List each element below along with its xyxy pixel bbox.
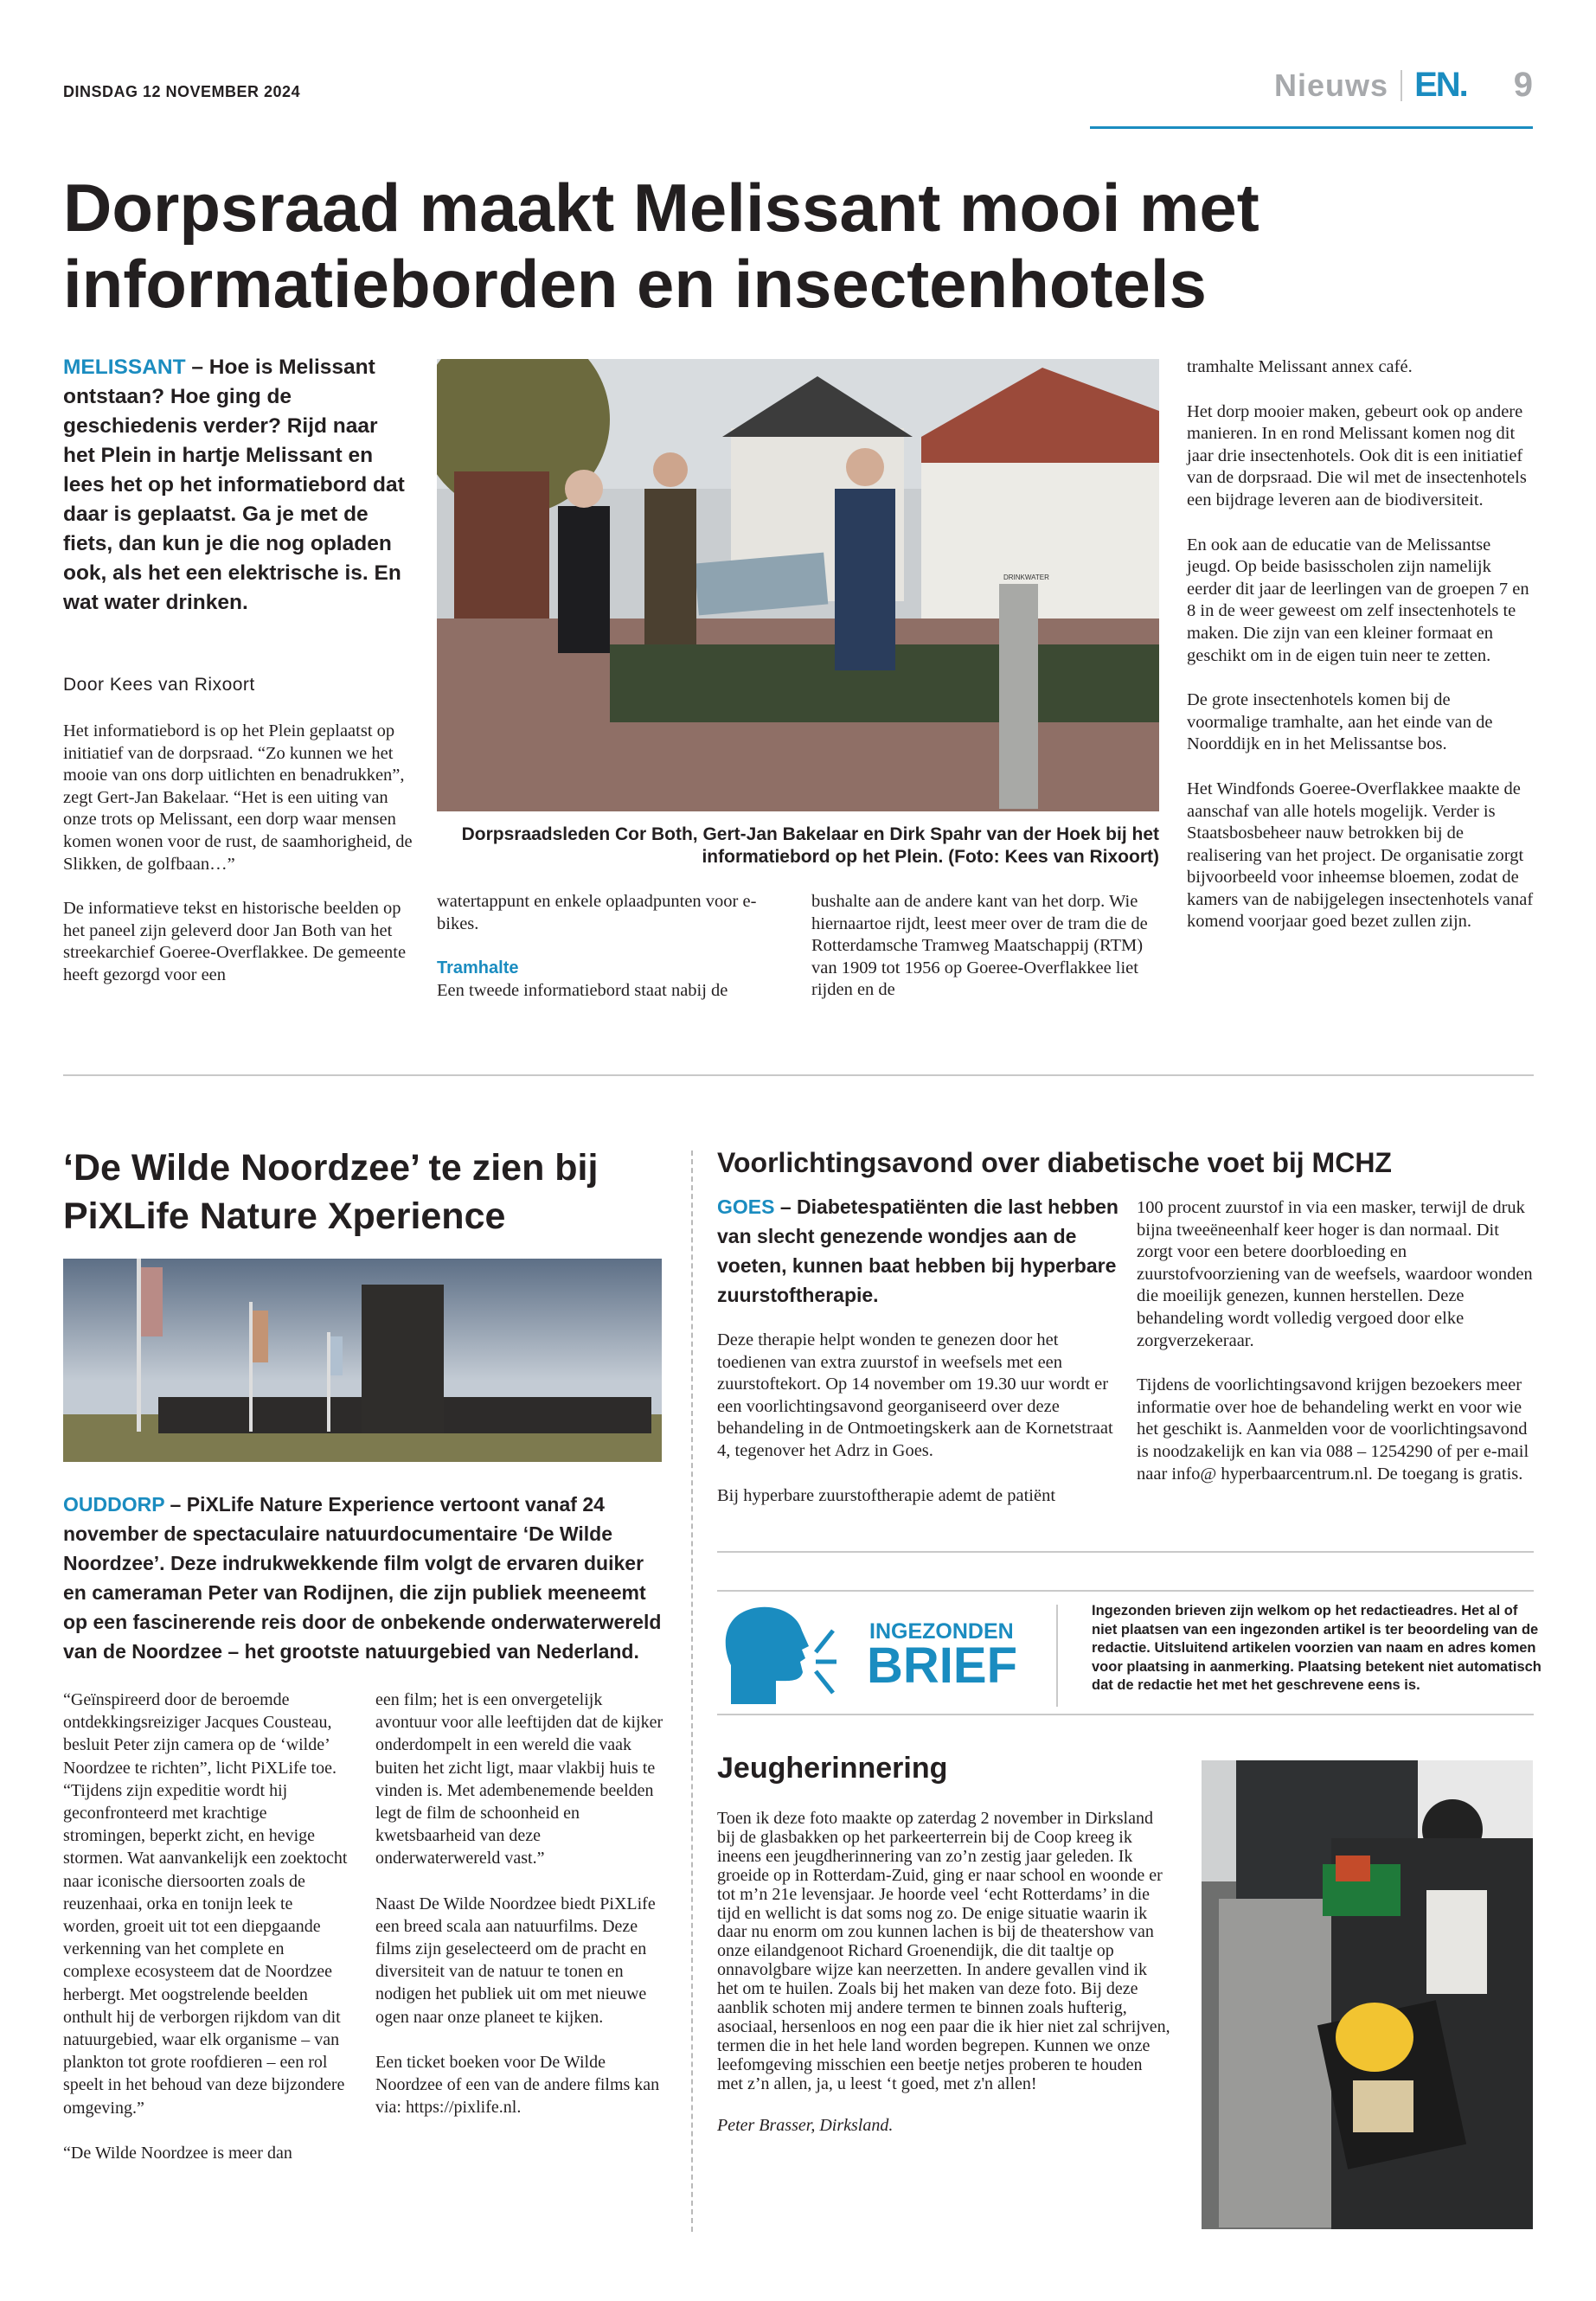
paragraph: De informatieve tekst en historische beelden op het paneel zijn geleverd door Jan Both van het streekarchief Goeree-Overflakkee. De gemeente heeft gezorgd voor een: [63, 899, 407, 984]
paragraph: Het dorp mooier maken, gebeurt ook op andere manieren. In en rond Melissant komen nog dit jaar drie insectenhotels. Ook dit is een initiatief van de dorpsraad. Die wil met de insectenhotels een bijdrage leveren aan de biodiversiteit.: [1187, 401, 1527, 510]
article-column: [811, 891, 1157, 1024]
article-lede: [63, 353, 409, 618]
article-photo-pixlife: [63, 1259, 662, 1462]
photo-village-square: [437, 359, 1159, 811]
brief-notice: Ingezonden brieven zijn welkom op het redactieadres. Het al of niet plaatsen van een ingezonden artikel is ter beoordeling van de redactie. Uitsluitend artikelen voorzien van naam en adres komen voor plaatsing in aanmerking. Plaatsing betekent niet automatisch dat de redactie het met het geschrevene eens is.: [1092, 1603, 1542, 1693]
photo-litter-at-bins: [1202, 1760, 1533, 2229]
issue-date: DINSDAG 12 NOVEMBER 2024: [63, 83, 301, 100]
paragraph: En ook aan de educatie van de Melissantse jeugd. Op beide basisscholen zijn namelijk eerder dit jaar de leerlingen van de groepen 7 en 8 in de weer geweest om zelf insectenhotels te maken. Die zijn van een kleiner formaat en geschikt om in de eigen tuin neer te zetten.: [1187, 535, 1529, 665]
letter-body: [717, 1810, 1171, 2158]
lede-text: – Diabetespatiënten die last hebben van slecht genezende wondjes aan de voeten, kunnen baat hebben bij hyperbare zuurstoftherapie.: [717, 1195, 1118, 1306]
paragraph: Deze therapie helpt wonden te genezen door het toedienen van extra zuurstof in weefsels met een zuurstoftekort. Op 14 november om 19.30 uur wordt er een voorlichtingsavond georganiseerd over deze behandeling in de Ontmoetingskerk aan de Kornetstraat 4, tegenover het Adrz in Goes.: [717, 1330, 1113, 1460]
box-divider: [1056, 1605, 1058, 1707]
article-column: [63, 1689, 349, 2187]
box-rule-top: [717, 1590, 1534, 1592]
paragraph: “De Wilde Noordzee is meer dan: [63, 2143, 292, 2163]
paragraph: bushalte aan de andere kant van het dorp. Wie hiernaartoe rijdt, leest meer over de tram die de Rotterdamsche Tramweg Maatschappij (RTM) van 1909 tot 1956 op Goeree-Overflakkee liet rijden en de: [811, 892, 1148, 1000]
header-rule: [1090, 126, 1533, 129]
lede-text: – Hoe is Melissant ontstaan? Hoe ging de geschiedenis verder? Rijd naar het Plein in hartje Melissant en lees het op het informatiebord dat daar is geplaatst. Ga je met de fiets, dan kun je die nog opladen ook, als het een elektrische is. En wat water drinken.: [63, 356, 405, 614]
article-photo-dorpsraad: [437, 359, 1159, 811]
drinkwater-sign: DRINKWATER: [1003, 574, 1049, 581]
paragraph: 100 procent zuurstof in via een masker, terwijl de druk bijna tweeëneenhalf keer hoger is dan normaal. Dit zorgt voor een betere doorbloeding en zuurstofvoorziening van de weefsels, waardoor wonden die moeilijk genezen, kunnen herstellen. Deze behandeling wordt volledig vergoed door elke zorgverzekeraar.: [1137, 1198, 1533, 1350]
paragraph: Een tweede informatiebord staat nabij de: [437, 980, 728, 1000]
dateline: OUDDORP: [63, 1493, 165, 1516]
paragraph: tramhalte Melissant annex café.: [1187, 357, 1413, 376]
paragraph: Het Windfonds Goeree-Overflakkee maakte de aanschaf van alle hotels mogelijk. Verder is Staatsbosbeheer nauw betrokken bij de realisering van het project. De organisatie zorgt bijvoorbeeld voor inheemse bloemen, zodat de kamers van de nabijgelegen insectenhotels vanaf komend voorjaar goed bezet zullen zijn.: [1187, 779, 1534, 932]
article-headline: ‘De Wilde Noordzee’ te zien bij PiXLife Nature Xperience: [63, 1147, 599, 1237]
brief-label-top: INGEZONDEN: [869, 1619, 1014, 1644]
section-divider: [717, 1551, 1534, 1553]
dateline: MELISSANT: [63, 356, 186, 379]
paragraph: Tijdens de voorlichtingsavond krijgen bezoekers meer informatie over hoe de behandeling werkt en voor wie het geschikt is. Aanmelden voor de voorlichtingsavond is noodzakelijk en kan via 088 – 1254290 of per e-mail naar info@ hyperbaarcentrum.nl. De toegang is gratis.: [1137, 1375, 1529, 1484]
paragraph: Bij hyperbare zuurstoftherapie ademt de patiënt: [717, 1485, 1056, 1505]
paragraph: Het informatiebord is op het Plein geplaatst op initiatief van de dorpsraad. “Zo kunnen we het mooie van ons dorp uitlichten en benadrukken”, zegt Gert-Jan Bakelaar. “Het is een uiting van onze trots op Melissant, een dorp waar mensen komen wonen voor de rust, de saamhorigheid, de Slikken, de golfbaan…”: [63, 721, 413, 874]
article-column: [437, 891, 779, 1024]
paragraph: een film; het is een onvergetelijk avontuur voor alle leeftijden dat de kijker onderdompelt in een wereld die vaak buiten het zicht ligt, maar vlakbij huis te vinden is. Met adembenemende beelden legt de film de schoonheid en kwetsbaarheid van deze onderwaterwereld vast.”: [375, 1690, 663, 1868]
speaking-head-icon: [722, 1605, 852, 1704]
box-rule-bottom: [717, 1714, 1534, 1715]
paragraph: Toen ik deze foto maakte op zaterdag 2 november in Dirksland bij de glasbakken op het parkeerterrein bij de Coop kreeg ik ineens een jeugdherinnering van zo’n zestig jaar geleden. Ik groeide op in Rotterdam-Zuid, ging er naar school en woonde er tot m’n 21e levensjaar. Je hoorde veel ‘echt Rotterdams’ in die tijd en wellicht is dat soms nog zo. De enige situatie waarin ik daar nu enorm om zou kunnen lachen is bij de theatershow van onze eilandgenoot Richard Groenendijk, die dit taaltje op onnavolgbare wijze kan neerzetten. In andere gevallen vind ik het om te huilen. Zoals bij het maken van deze foto. Bij deze aanblik schoten mij andere termen te binnen zoals hufterig, asociaal, hersenloos en nog een paar die ik hier niet zal schrijven, termen die in het hele land worden begrepen. Kunnen we onze leefomgeving misschien een beetje netjes proberen te houden met z’n allen, ja, u leest ‘t goed, met z'n allen!: [717, 1809, 1170, 2093]
byline: Door Kees van Rixoort: [63, 675, 255, 695]
page-number: 9: [1513, 66, 1533, 104]
letter-title: Jeugherinnering: [717, 1752, 948, 1785]
article-column: [717, 1330, 1120, 1529]
dateline: GOES: [717, 1195, 775, 1218]
article-column: [1137, 1197, 1536, 1508]
paragraph: De grote insectenhotels komen bij de voormalige tramhalte, aan het einde van de Noorddijk en in het Melissantse bos.: [1187, 690, 1493, 754]
article-column: [63, 721, 413, 1009]
article-lede: [717, 1192, 1124, 1310]
photo-pixlife-building: [63, 1259, 662, 1462]
subheading-tramhalte: Tramhalte: [437, 958, 519, 978]
article-column: [375, 1689, 665, 2141]
paragraph: watertappunt en enkele oplaadpunten voor e-bikes.: [437, 892, 757, 933]
newspaper-logo: EN.: [1414, 66, 1467, 104]
photo-caption: Dorpsraadsleden Cor Both, Gert-Jan Bakelaar en Dirk Spahr van der Hoek bij het informatiebord op het Plein. (Foto: Kees van Rixoort): [461, 824, 1159, 867]
article-headline: Voorlichtingsavond over diabetische voet bij MCHZ: [717, 1147, 1392, 1178]
header-divider: [1401, 70, 1402, 101]
section-divider: [63, 1074, 1534, 1076]
letter-signature: Peter Brasser, Dirksland.: [717, 2115, 894, 2135]
brief-label-big: BRIEF: [867, 1638, 1017, 1694]
article-column: [1187, 356, 1535, 956]
paragraph: “Geïnspireerd door de beroemde ontdekkingsreiziger Jacques Cousteau, besluit Peter zijn camera op de ‘wilde’ Noordzee te richten”, licht PiXLife toe. “Tijdens zijn expeditie wordt hij geconfronteerd met krachtige stromingen, beperkt zicht, en hevige stormen. Wat aanvankelijk een zoektocht naar iconische diersoorten zoals de reuzenhaai, orka en tonijn leek te worden, groeit uit tot een diepgaande verkenning van het complete en complexe ecosysteem dat de Noordzee herbergt. Met oogstrelende beelden onthult hij de verborgen rijkdom van dit natuurgebied, waar elk organisme – van plankton tot grote roofdieren – een rol speelt in het behoud van deze bijzondere omgeving.”: [63, 1690, 348, 2118]
paragraph: Naast De Wilde Noordzee biedt PiXLife een breed scala aan natuurfilms. Deze films zijn geselecteerd om de pracht en diversiteit van de natuur te tonen en nodigen het publiek uit om met nieuwe ogen naar onze planeet te kijken.: [375, 1894, 656, 2027]
section-label: Nieuws: [1274, 67, 1389, 103]
column-divider: [691, 1150, 693, 2232]
paragraph: Een ticket boeken voor De Wilde Noordzee of een van de andere films kan via: https://pixlife.nl.: [375, 2052, 660, 2118]
lede-text: – PiXLife Nature Experience vertoont vanaf 24 november de spectaculaire natuurdocumentaire ‘De Wilde Noordzee’. Deze indrukwekkende film volgt de ervaren duiker en cameraman Peter van Rodijnen, die zijn publiek meeneemt op een fascinerende reis door de onbekende onderwaterwereld van de Noordzee – het grootste natuurgebied van Nederland.: [63, 1493, 662, 1663]
letter-photo-glass-bins: [1202, 1760, 1533, 2229]
article-lede: [63, 1490, 669, 1666]
page-header: [1274, 66, 1533, 105]
article-headline: Dorpsraad maakt Melissant mooi met informatieborden en insectenhotels: [63, 170, 1259, 322]
